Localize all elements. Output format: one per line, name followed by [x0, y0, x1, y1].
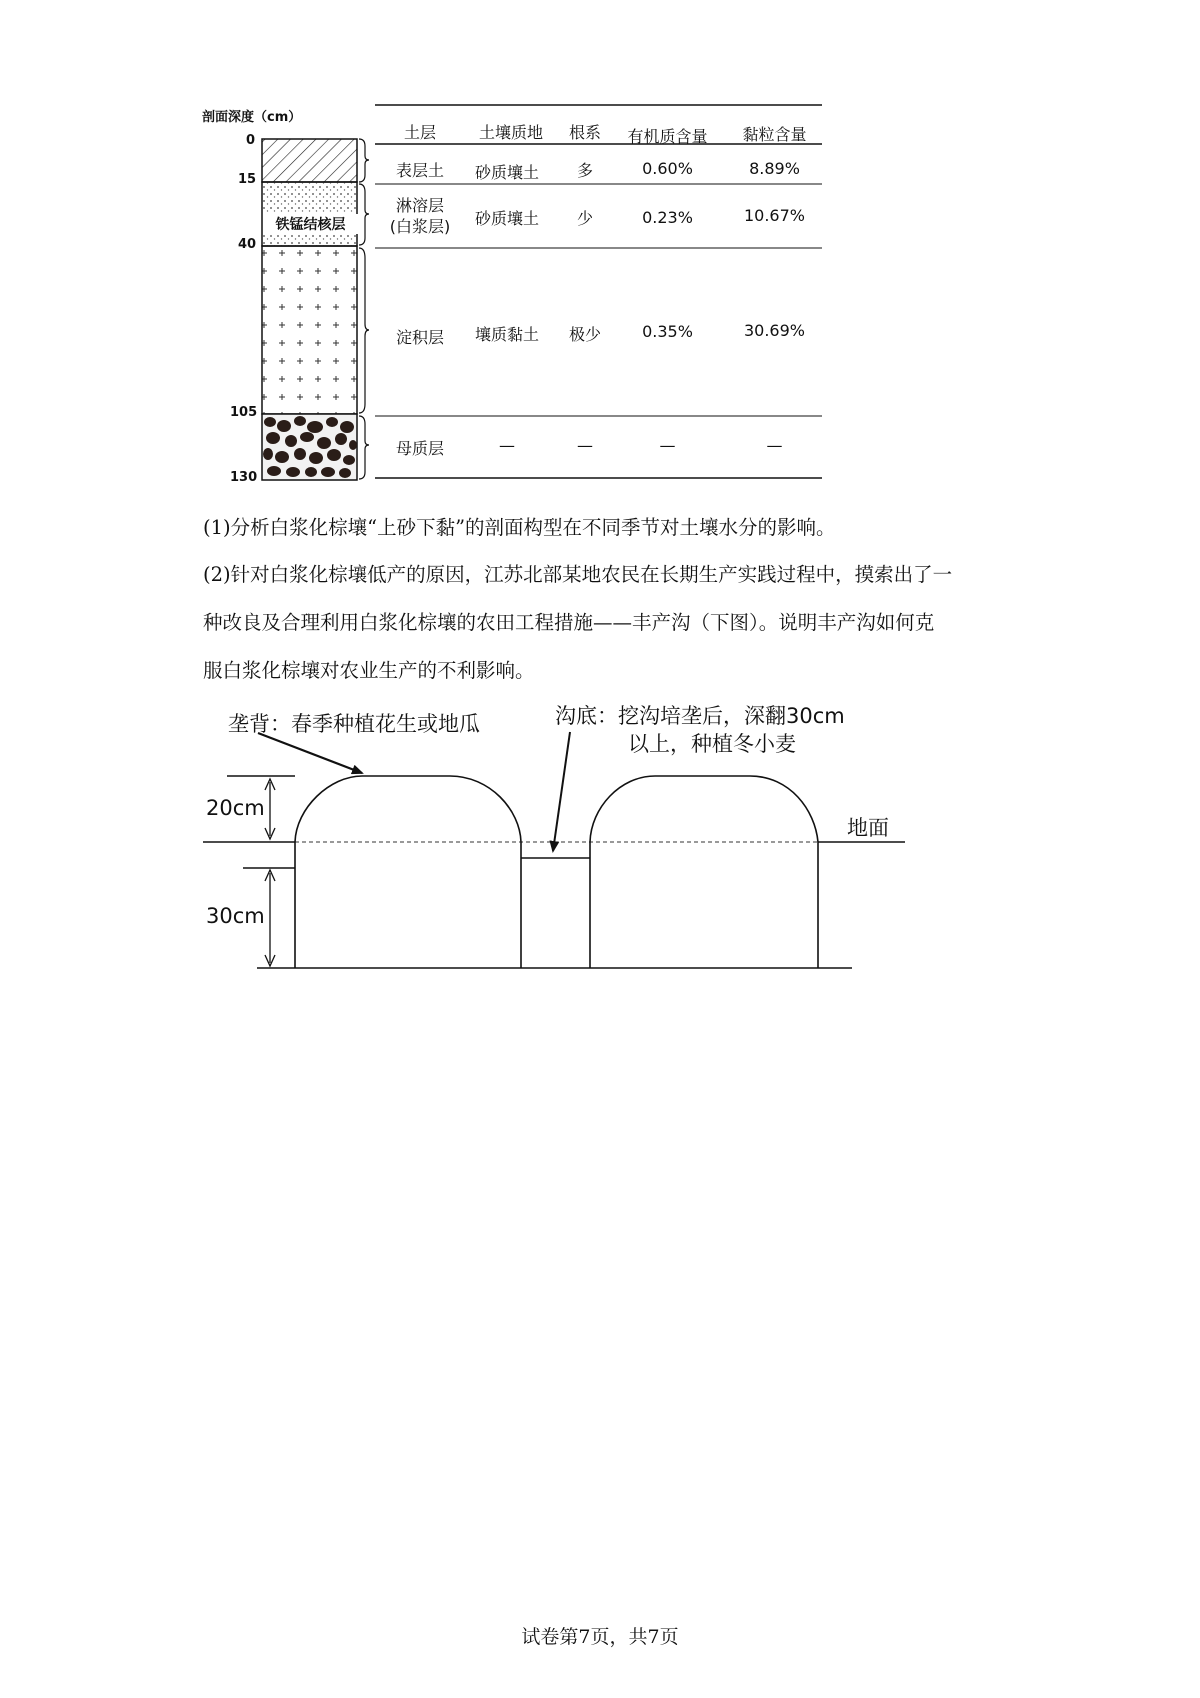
question-2-line-2: 种改良及合理利用白浆化棕壤的农田工程措施——丰产沟（下图）。说明丰产沟如何克 [203, 611, 935, 634]
ditch-arrow [553, 732, 570, 851]
header-texture: 土壤质地 [478, 123, 543, 142]
depth-tick-0: 0 [246, 133, 256, 148]
header-organic: 有机质含量 [627, 127, 708, 146]
ground-label: 地面 [847, 816, 889, 840]
question-1: (1)分析白浆化棕壤“上砂下黏”的剖面构型在不同季节对土壤水分的影响。 [203, 516, 836, 539]
question-2-line-3: 服白浆化棕壤对农业生产的不利影响。 [203, 659, 535, 682]
ridge-label: 垄背：春季种植花生或地瓜 [228, 712, 480, 736]
depth-axis-title: 剖面深度（cm） [202, 110, 302, 125]
ditch-label-line-2: 以上，种植冬小麦 [628, 732, 796, 756]
header-clay: 黏粒含量 [742, 125, 807, 144]
depth-tick-105: 105 [230, 405, 258, 420]
depth-tick-130: 130 [230, 470, 258, 485]
page-footer: 试卷第7页，共7页 [521, 1626, 679, 1648]
depth-tick-15: 15 [238, 172, 257, 187]
header-layer: 土层 [403, 123, 436, 142]
question-2-line-1: (2)针对白浆化棕壤低产的原因，江苏北部某地农民在长期生产实践过程中，摸索出了一 [203, 563, 953, 586]
ridge-arrow [258, 733, 362, 773]
depth-tick-40: 40 [238, 237, 257, 252]
dim-label-30cm: 30cm [206, 904, 265, 928]
fe-mn-nodule-label: 铁锰结核层 [263, 214, 358, 234]
dim-label-20cm: 20cm [206, 796, 265, 820]
header-roots: 根系 [568, 123, 601, 142]
ditch-label-line-1: 沟底：挖沟培垄后，深翻30cm [555, 704, 845, 728]
